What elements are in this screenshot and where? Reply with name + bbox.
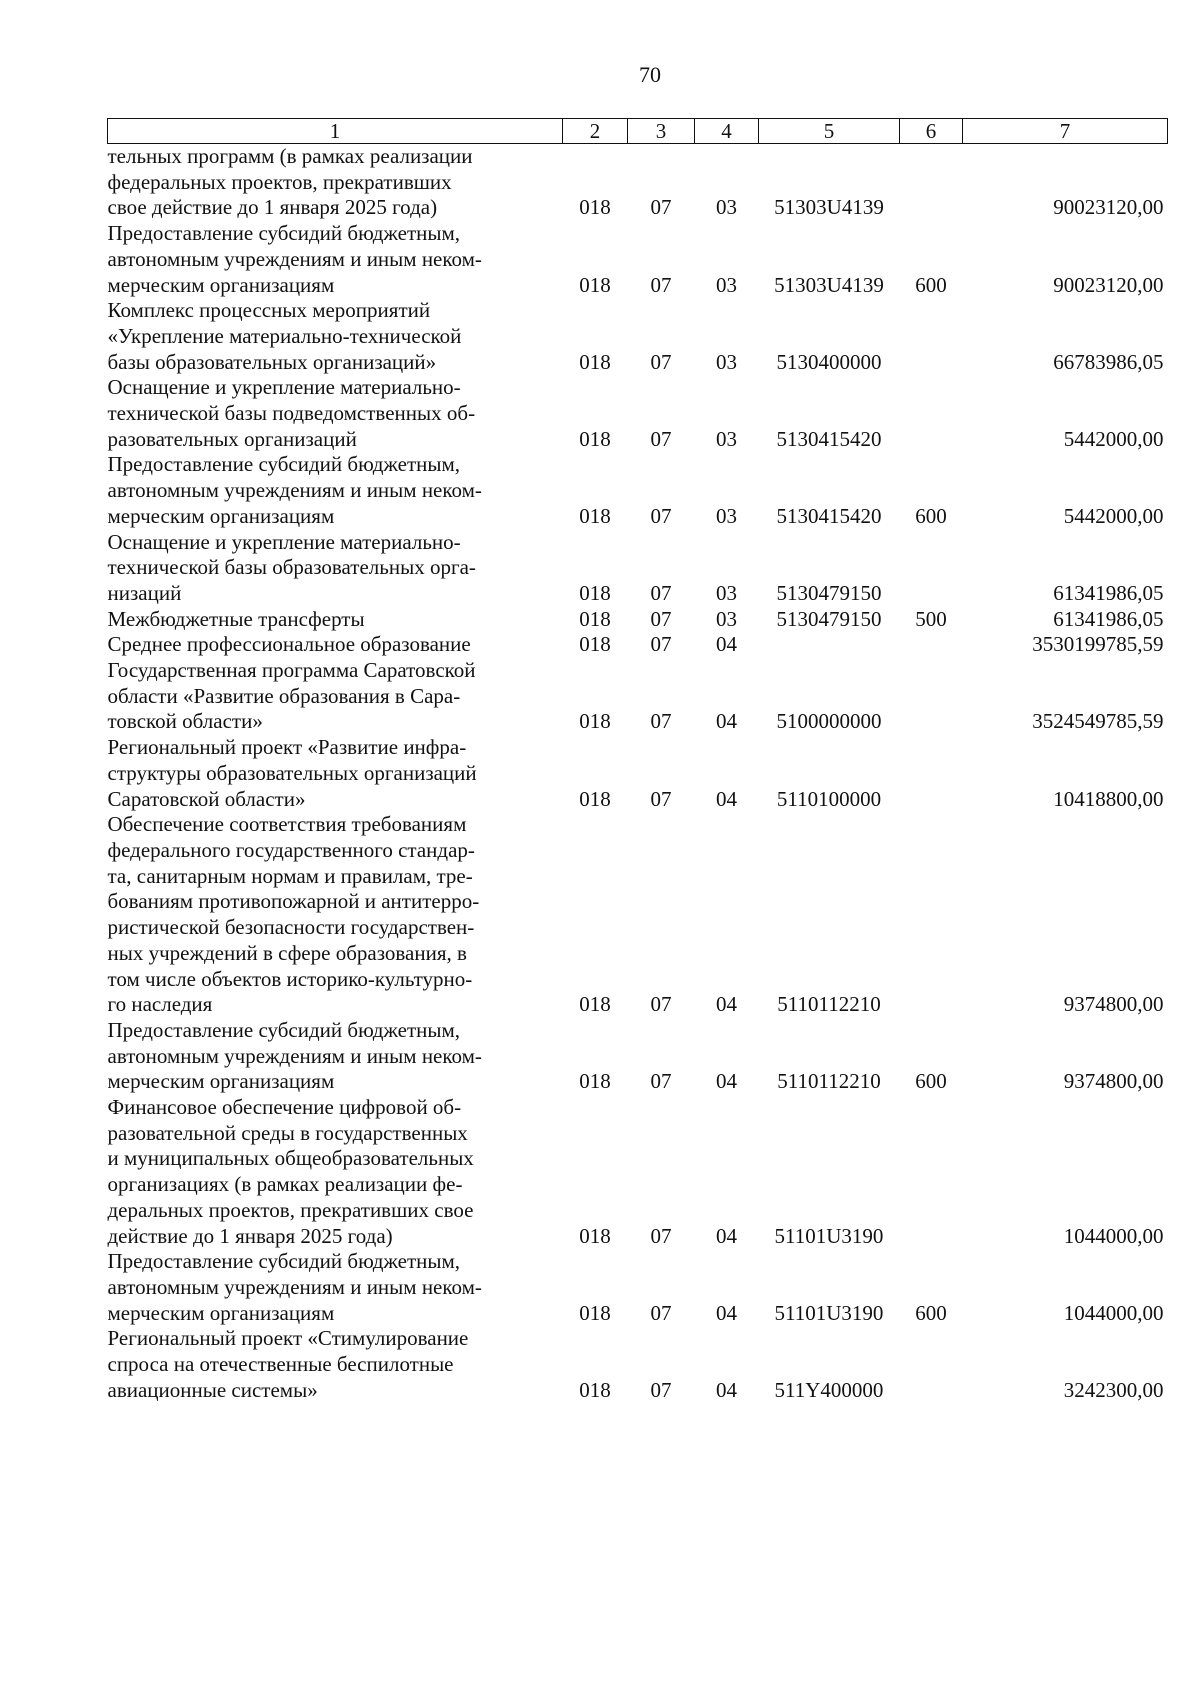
section-code: 07: [650, 503, 672, 528]
table-row: [108, 632, 1168, 658]
row-description: [108, 812, 563, 1018]
table-row: [108, 298, 1168, 375]
ministry-code: 018: [579, 632, 611, 657]
description-line: мерческим организациям: [107, 272, 335, 297]
description-line: Саратовской области»: [107, 786, 306, 811]
row-description: [108, 658, 563, 735]
section-code: 07: [650, 580, 672, 605]
amount-value: 3242300,00: [1063, 1377, 1164, 1402]
target-article-code: 5100000000: [776, 709, 882, 734]
target-article-code: 5110112210: [777, 1069, 881, 1094]
expense-type-code: [900, 658, 963, 735]
ministry-code: 018: [579, 349, 611, 374]
row-description: [108, 1249, 563, 1326]
amount-value: 3524549785,59: [1032, 709, 1164, 734]
table-row: [108, 658, 1168, 735]
budget-table-sheet: [107, 118, 1167, 1403]
description-line: базы образовательных организаций»: [107, 349, 437, 374]
ministry-code: 018: [579, 786, 611, 811]
description-line: Среднее профессиональное образование: [107, 632, 471, 657]
description-line: Финансовое обеспечение цифровой об-: [107, 1095, 462, 1120]
description-line: Предоставление субсидий бюджетным,: [107, 221, 461, 246]
ministry-code: 018: [579, 709, 611, 734]
target-article-code: [759, 632, 900, 658]
section-code: 07: [650, 1223, 672, 1248]
row-description: [108, 1018, 563, 1095]
target-article-code: 5130479150: [776, 580, 882, 605]
description-line: автономным учреждениям и иным неком-: [107, 246, 482, 271]
target-article-code: 5130400000: [776, 349, 882, 374]
description-line: автономным учреждениям и иным неком-: [107, 1274, 482, 1299]
subsection-code: 03: [716, 272, 737, 297]
table-row: [108, 1249, 1168, 1326]
section-code: 07: [650, 426, 672, 451]
amount-value: 66783986,05: [1053, 349, 1164, 374]
subsection-code: 04: [716, 1223, 737, 1248]
ministry-code: 018: [579, 1069, 611, 1094]
amount-value: 5442000,00: [1063, 503, 1164, 528]
description-line: Предоставление субсидий бюджетным,: [107, 452, 461, 477]
description-line: федерального государственного стандар-: [107, 837, 475, 862]
expense-type-code: 600: [915, 1300, 947, 1325]
description-line: федеральных проектов, прекративших: [107, 169, 452, 194]
description-line: мерческим организациям: [107, 1069, 335, 1094]
table-row: [108, 221, 1168, 298]
section-code: 07: [650, 1069, 672, 1094]
section-code: 07: [650, 272, 672, 297]
subsection-code: 04: [716, 1300, 737, 1325]
expense-type-code: [900, 812, 963, 1018]
ministry-code: 018: [579, 992, 611, 1017]
amount-value: 90023120,00: [1053, 272, 1164, 297]
row-description: [108, 1095, 563, 1249]
target-article-code: 511Y400000: [774, 1377, 884, 1402]
target-article-code: 5130415420: [776, 426, 882, 451]
section-code: 07: [650, 606, 672, 631]
target-article-code: 51101U3190: [774, 1300, 884, 1325]
ministry-code: 018: [579, 1300, 611, 1325]
ministry-code: 018: [579, 272, 611, 297]
subsection-code: 04: [716, 1069, 737, 1094]
description-line: деральных проектов, прекративших свое: [107, 1197, 474, 1222]
section-code: 07: [650, 786, 672, 811]
description-line: мерческим организациям: [107, 503, 335, 528]
row-description: [108, 735, 563, 812]
amount-value: 61341986,05: [1053, 580, 1164, 605]
table-row: [108, 1326, 1168, 1403]
subsection-code: 03: [716, 606, 737, 631]
description-line: Межбюджетные трансферты: [107, 606, 365, 631]
section-code: 07: [650, 709, 672, 734]
expense-type-code: 600: [915, 1069, 947, 1094]
header-row: [108, 119, 1168, 144]
header-col-7: 7: [963, 119, 1168, 144]
ministry-code: 018: [579, 1377, 611, 1402]
amount-value: 1044000,00: [1063, 1223, 1164, 1248]
description-line: Оснащение и укрепление материально-: [107, 375, 461, 400]
expense-type-code: [900, 298, 963, 375]
description-line: действие до 1 января 2025 года): [107, 1223, 393, 1248]
row-description: [108, 375, 563, 452]
amount-value: 1044000,00: [1063, 1300, 1164, 1325]
table-row: [108, 812, 1168, 1018]
target-article-code: 5110112210: [777, 992, 881, 1017]
row-description: [108, 632, 563, 658]
description-line: Комплекс процессных мероприятий: [107, 298, 431, 323]
expense-type-code: [900, 144, 963, 222]
row-description: [108, 221, 563, 298]
row-description: [108, 144, 563, 222]
target-article-code: 51303U4139: [774, 195, 884, 220]
description-line: том числе объектов историко-культурно-: [107, 966, 473, 991]
description-line: ристической безопасности государствен-: [107, 915, 475, 940]
description-line: автономным учреждениям и иным неком-: [107, 1043, 482, 1068]
description-line: та, санитарным нормам и правилам, тре-: [107, 863, 473, 888]
description-line: Оснащение и укрепление материально-: [107, 529, 461, 554]
target-article-code: 51303U4139: [774, 272, 884, 297]
description-line: Предоставление субсидий бюджетным,: [107, 1017, 461, 1042]
description-line: товской области»: [107, 709, 263, 734]
subsection-code: 04: [716, 992, 737, 1017]
description-line: Предоставление субсидий бюджетным,: [107, 1249, 461, 1274]
header-col-1: 1: [108, 119, 563, 144]
amount-value: 90023120,00: [1053, 195, 1164, 220]
table-row: [108, 452, 1168, 529]
ministry-code: 018: [579, 426, 611, 451]
description-line: области «Развитие образования в Сара-: [107, 683, 461, 708]
description-line: Обеспечение соответствия требованиям: [107, 812, 467, 837]
description-line: мерческим организациям: [107, 1300, 335, 1325]
table-row: [108, 144, 1168, 222]
target-article-code: 5110100000: [776, 786, 882, 811]
expense-type-code: [900, 1326, 963, 1403]
section-code: 07: [650, 1300, 672, 1325]
target-article-code: 51101U3190: [774, 1223, 884, 1248]
amount-value: 10418800,00: [1053, 786, 1164, 811]
expense-type-code: [900, 530, 963, 607]
section-code: 07: [650, 632, 672, 657]
subsection-code: 04: [716, 786, 737, 811]
description-line: «Укрепление материально-технической: [107, 323, 462, 348]
section-code: 07: [650, 349, 672, 374]
table-row: [108, 530, 1168, 607]
expense-type-code: 500: [915, 606, 947, 631]
description-line: технической базы подведомственных об-: [107, 401, 476, 426]
budget-table: [107, 118, 1168, 1403]
row-description: [108, 1326, 563, 1403]
section-code: 07: [650, 1377, 672, 1402]
subsection-code: 03: [716, 580, 737, 605]
header-col-6: 6: [900, 119, 963, 144]
subsection-code: 03: [716, 195, 737, 220]
ministry-code: 018: [579, 606, 611, 631]
description-line: го наследия: [107, 992, 213, 1017]
ministry-code: 018: [579, 1223, 611, 1248]
subsection-code: 03: [716, 349, 737, 374]
row-description: [108, 530, 563, 607]
expense-type-code: [900, 1095, 963, 1249]
subsection-code: 04: [716, 709, 737, 734]
description-line: ных учреждений в сфере образования, в: [107, 940, 467, 965]
expense-type-code: [900, 735, 963, 812]
ministry-code: 018: [579, 195, 611, 220]
subsection-code: 04: [716, 1377, 737, 1402]
row-description: [108, 298, 563, 375]
table-row: [108, 1095, 1168, 1249]
section-code: 07: [650, 992, 672, 1017]
table-row: [108, 607, 1168, 633]
description-line: бованиям противопожарной и антитерро-: [107, 889, 480, 914]
subsection-code: 04: [716, 632, 737, 657]
ministry-code: 018: [579, 503, 611, 528]
expense-type-code: [900, 632, 963, 658]
description-line: Региональный проект «Стимулирование: [107, 1326, 469, 1351]
expense-type-code: 600: [915, 272, 947, 297]
description-line: организациях (в рамках реализации фе-: [107, 1172, 463, 1197]
table-row: [108, 1018, 1168, 1095]
description-line: тельных программ (в рамках реализации: [107, 144, 473, 168]
amount-value: 5442000,00: [1063, 426, 1164, 451]
table-row: [108, 375, 1168, 452]
description-line: авиационные системы»: [107, 1377, 318, 1402]
row-description: [108, 452, 563, 529]
expense-type-code: [900, 375, 963, 452]
description-line: технической базы образовательных орга-: [107, 555, 476, 580]
row-description: [108, 607, 563, 633]
subsection-code: 03: [716, 426, 737, 451]
header-col-5: 5: [759, 119, 900, 144]
target-article-code: 5130479150: [776, 606, 882, 631]
section-code: 07: [650, 195, 672, 220]
header-col-2: 2: [563, 119, 628, 144]
description-line: низаций: [107, 580, 182, 605]
description-line: и муниципальных общеобразовательных: [107, 1146, 474, 1171]
amount-value: 9374800,00: [1063, 1069, 1164, 1094]
subsection-code: 03: [716, 503, 737, 528]
header-col-3: 3: [628, 119, 695, 144]
description-line: разовательных организаций: [107, 426, 357, 451]
table-header: [108, 119, 1168, 144]
description-line: свое действие до 1 января 2025 года): [107, 195, 438, 220]
amount-value: 9374800,00: [1063, 992, 1164, 1017]
description-line: Государственная программа Саратовской: [107, 658, 476, 683]
expense-type-code: 600: [915, 503, 947, 528]
table-body: [108, 144, 1168, 1404]
target-article-code: 5130415420: [776, 503, 882, 528]
description-line: разовательной среды в государственных: [107, 1120, 468, 1145]
description-line: спроса на отечественные беспилотные: [107, 1352, 454, 1377]
header-col-4: 4: [695, 119, 759, 144]
amount-value: 61341986,05: [1053, 606, 1164, 631]
description-line: структуры образовательных организаций: [107, 760, 477, 785]
page-number: 70: [639, 62, 661, 87]
ministry-code: 018: [579, 580, 611, 605]
amount-value: 3530199785,59: [1032, 632, 1164, 657]
table-row: [108, 735, 1168, 812]
description-line: автономным учреждениям и иным неком-: [107, 478, 482, 503]
description-line: Региональный проект «Развитие инфра-: [107, 735, 467, 760]
